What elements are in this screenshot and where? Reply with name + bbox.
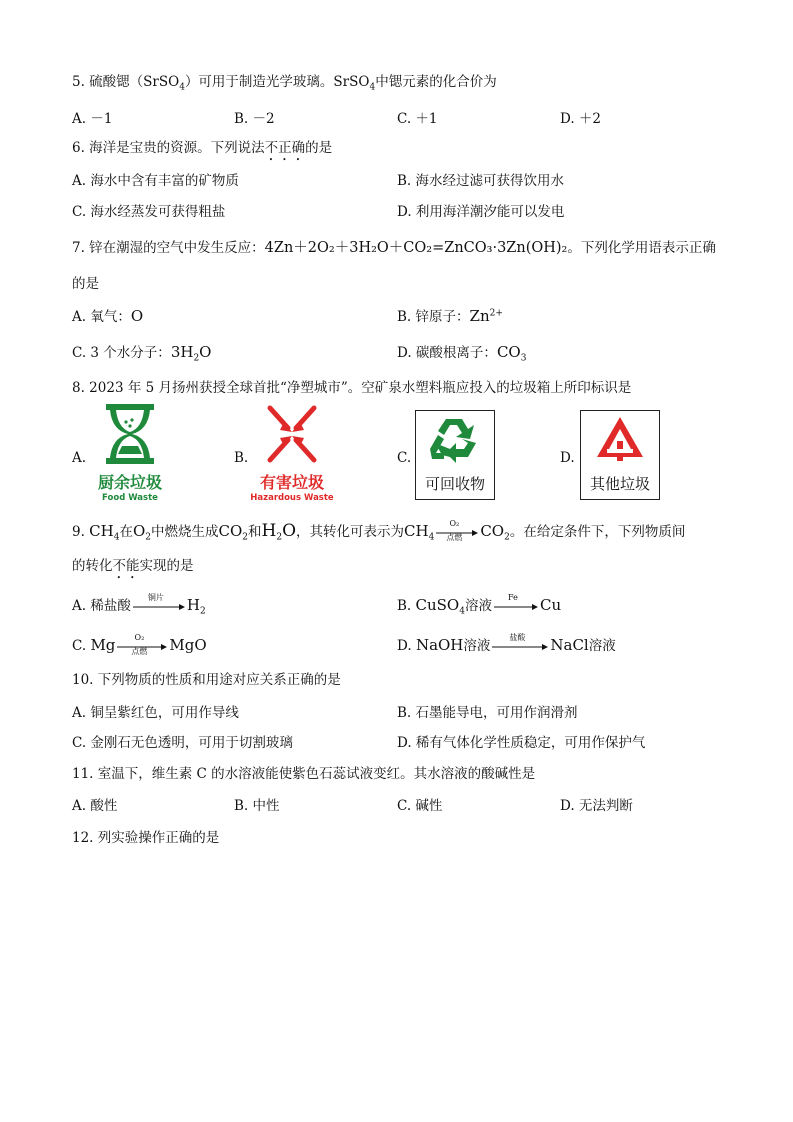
q6-option-b[interactable]: B. 海水经过滤可获得饮用水 (397, 173, 565, 189)
recycle-icon (416, 411, 494, 473)
q6-option-c[interactable]: C. 海水经蒸发可获得粗盐 (72, 204, 226, 220)
q11-option-d[interactable]: D. 无法判断 (560, 798, 633, 814)
q7-option-c[interactable]: C. 3 个水分子：$3H_2O$ (72, 343, 212, 364)
q11-option-b[interactable]: B. 中性 (234, 798, 280, 814)
other-waste-icon (581, 411, 659, 473)
hazardous-waste-en-label: Hazardous Waste (250, 493, 334, 503)
q9-a-arrow: 铜片 (133, 599, 185, 615)
hazardous-waste-label: 有害垃圾 (259, 473, 324, 492)
q6-option-d[interactable]: D. 利用海洋潮汐能可以发电 (397, 204, 565, 220)
q5-option-a[interactable]: A. －1 (72, 111, 113, 127)
q5-option-d[interactable]: D. ＋2 (560, 111, 602, 127)
q9-option-a[interactable]: A. 稀盐酸 铜片 $H_2$ (72, 592, 206, 617)
hazardous-waste-sign[interactable] (250, 400, 334, 510)
food-waste-sign[interactable] (88, 400, 172, 510)
q6-stem: 6. 海洋是宝贵的资源。下列说法不正确的是 (72, 140, 333, 156)
q10-option-a[interactable]: A. 铜呈紫红色，可用作导线 (72, 705, 239, 721)
other-waste-sign[interactable] (580, 410, 660, 500)
q10-option-b[interactable]: B. 石墨能导电，可用作润滑剂 (397, 705, 578, 721)
q7-stem-line2: 的是 (72, 276, 99, 292)
q8-stem: 8. 2023 年 5 月扬州获授全球首批“净塑城市”。空矿泉水塑料瓶应投入的垃圾箱上所印标识是 (72, 380, 632, 396)
food-waste-en-label: Food Waste (102, 493, 158, 503)
q8-label-c[interactable]: C. (397, 450, 412, 466)
q10-option-c[interactable]: C. 金刚石无色透明，可用于切割玻璃 (72, 735, 293, 751)
hazard-arrows-icon (250, 400, 334, 468)
q10-option-d[interactable]: D. 稀有气体化学性质稳定，可用作保护气 (397, 735, 646, 751)
q11-option-c[interactable]: C. 碱性 (397, 798, 443, 814)
q7-option-d[interactable]: D. 碳酸根离子：$CO_3$ (397, 343, 527, 364)
q9-option-c[interactable]: C. Mg O₂ 点燃 MgO (72, 632, 207, 656)
q8-label-d[interactable]: D. (560, 450, 575, 466)
q10-stem: 10. 下列物质的性质和用途对应关系正确的是 (72, 672, 341, 688)
hourglass-icon (88, 400, 172, 468)
q11-stem: 11. 室温下，维生素 C 的水溶液能使紫色石蕊试液变红。其水溶液的酸碱性是 (72, 766, 536, 782)
q7-equation: 4Zn＋2O₂＋3H₂O＋CO₂=ZnCO₃·3Zn(OH)₂ (264, 240, 568, 256)
q9-reaction-arrow: O₂ 点燃 (436, 525, 478, 541)
recyclable-sign[interactable] (415, 410, 495, 500)
q9-option-d[interactable]: D. NaOH溶液 盐酸 NaCl溶液 (397, 632, 616, 654)
q7-option-a[interactable]: A. 氧气：O (72, 307, 144, 325)
recyclable-label: 可回收物 (424, 475, 485, 493)
q5-option-c[interactable]: C. ＋1 (397, 111, 438, 127)
food-waste-label: 厨余垃圾 (97, 473, 162, 492)
q5-stem: 5. 硫酸锶（SrSO$_4$）可用于制造光学玻璃。SrSO$_4$中锶元素的化合价为 (72, 74, 497, 93)
q7-option-b[interactable]: B. 锌原子：$Zn^{2+}$ (397, 307, 503, 325)
q11-option-a[interactable]: A. 酸性 (72, 798, 118, 814)
q8-label-b[interactable]: B. (234, 450, 249, 466)
q12-stem: 12. 列实验操作正确的是 (72, 830, 220, 846)
other-waste-label: 其他垃圾 (589, 475, 650, 493)
q9-d-arrow: 盐酸 (492, 639, 548, 655)
q9-b-arrow: Fe (494, 599, 538, 615)
q9-stem-line2: 的转化不能实现的是 (72, 558, 194, 574)
q9-stem: 9. $CH_4$在$O_2$中燃烧生成$CO_2$和$H_2O$，其转化可表示为$CH_4$ O₂ 点燃 $CO_2$。在给定条件下，下列物质间 (72, 518, 686, 543)
q9-c-arrow: O₂ 点燃 (117, 639, 167, 655)
q8-label-a[interactable]: A. (72, 450, 87, 466)
q9-option-b[interactable]: B. CuSO$_4$溶液 Fe Cu (397, 592, 562, 617)
q5-option-b[interactable]: B. －2 (234, 111, 275, 127)
q6-option-a[interactable]: A. 海水中含有丰富的矿物质 (72, 173, 239, 189)
q7-stem: 7. 锌在潮湿的空气中发生反应：4Zn＋2O₂＋3H₂O＋CO₂=ZnCO₃·3Zn(OH)₂。下列化学用语表示正确 (72, 240, 716, 256)
